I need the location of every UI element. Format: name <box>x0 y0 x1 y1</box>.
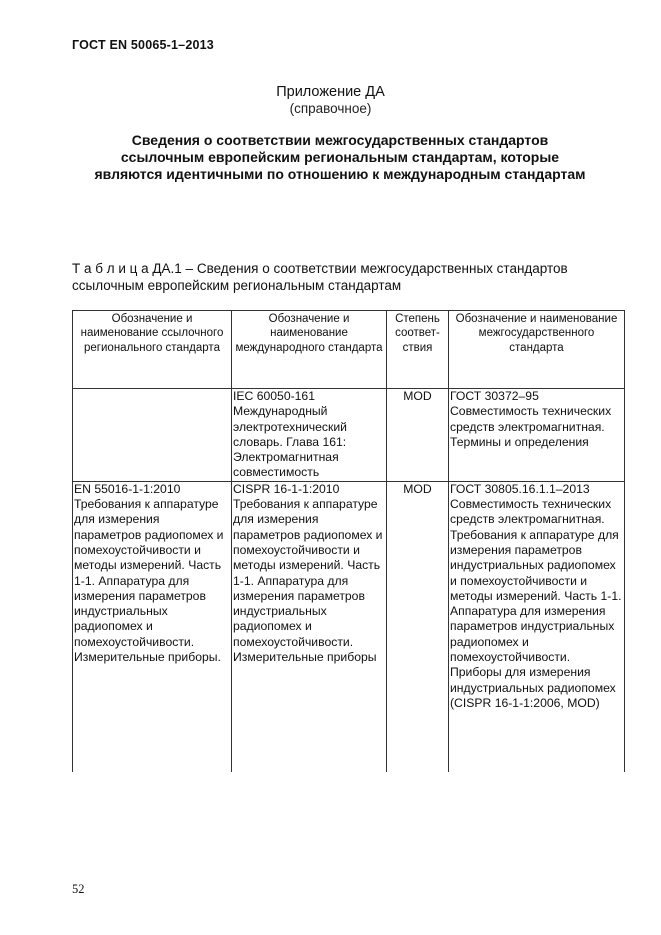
table-row <box>73 481 625 772</box>
cell-interstate-standard: ГОСТ 30372–95 Совместимость технических средств электромагнитная. Термины и определения <box>449 389 625 482</box>
appendix-title: Приложение ДА <box>276 84 385 100</box>
table-caption: Т а б л и ц а ДА.1 – Сведения о соответствии межгосударственных стандартов ссылочным европейским региональным стандартам <box>72 261 568 293</box>
cell-international-standard: CISPR 16-1-1:2010 Требования к аппаратуре для измерения параметров радиопомех и помехоустойчивости и методы измерений. Часть 1-1. Аппаратура для измерения параметров индустриальных радиопомех и помехоустойчивости. Измерительные приборы <box>232 481 387 772</box>
document-standard-id: ГОСТ EN 50065-1–2013 <box>72 38 214 52</box>
header-interstate-standard: Обозначение и наименование межгосударственного стандарта <box>449 311 625 389</box>
cell-regional-standard: EN 55016-1-1:2010 Требования к аппаратуре для измерения параметров радиопомех и помехоустойчивости и методы измерений. Часть 1-1. Аппаратура для измерения параметров индустриальных радиопомех и помехоустойчивости. Измерительные приборы. <box>73 481 232 772</box>
table-header-row <box>73 311 625 389</box>
page-number: 52 <box>72 882 85 896</box>
cell-regional-standard <box>73 389 232 482</box>
appendix-heading: Сведения о соответствии межгосударственных стандартов ссылочным европейским региональным стандартам, которые являются идентичными по отношению к международным стандартам <box>94 132 586 182</box>
correspondence-table <box>72 310 625 772</box>
header-regional-standard: Обозначение и наименование ссылочного регионального стандарта <box>73 311 232 389</box>
cell-degree-of-conformity: MOD <box>387 389 449 482</box>
cell-interstate-standard: ГОСТ 30805.16.1.1–2013 Совместимость технических средств электромагнитная. Требования к аппаратуре для измерения параметров индустриальных радиопомех и помехоустойчивости и методы измерений. Часть 1-1. Аппаратура для измерения параметров индустриальных радиопомех и помехоустойчивости. Приборы для измерения индустриальных радиопомех (CISPR 16-1-1:2006, MOD) <box>449 481 625 772</box>
table-row <box>73 389 625 482</box>
header-international-standard: Обозначение и наименование международного стандарта <box>232 311 387 389</box>
cell-degree-of-conformity: MOD <box>387 481 449 772</box>
header-degree-of-conformity: Степень соответ-ствия <box>387 311 449 389</box>
appendix-subtitle: (справочное) <box>289 101 372 116</box>
cell-international-standard: IEC 60050-161 Международный электротехнический словарь. Глава 161: Электромагнитная совместимость <box>232 389 387 482</box>
